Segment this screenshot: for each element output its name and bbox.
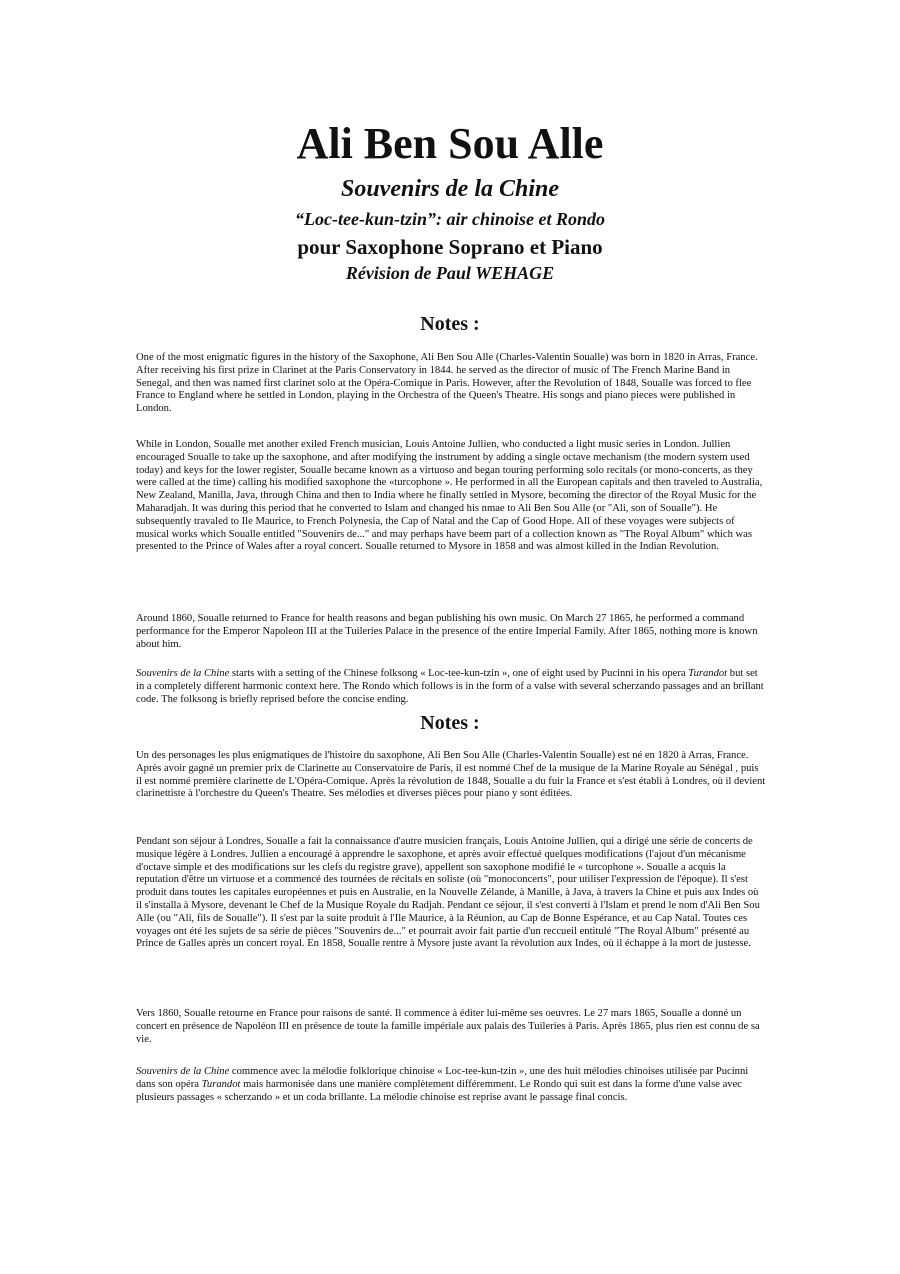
french-paragraph-3: Vers 1860, Soualle retourne en France pour raisons de santé. Il commence à éditer lui-même ses oeuvres. Le 27 mars 1865, Soualle a donné un concert en présence de Napoléon III en présence de toute la famille impériale aux palais des Tuileries à Paris. Après 1865, plus rien est connu de sa vie. <box>136 1008 760 1045</box>
revision-credit: Révision de Paul WEHAGE <box>345 263 555 283</box>
english-p4-text-b: but set in a completely different harmonic context here. The Rondo which follows is in the form of a valse with several scherzando passages and an brillant code. The folksong is briefly reprised before the concise ending. <box>136 668 764 705</box>
instrumentation: pour Saxophone Soprano et Piano <box>297 235 603 259</box>
french-paragraph-4 <box>136 1066 766 1104</box>
work-subtitle: Souvenirs de la Chine <box>340 176 560 202</box>
work-title-italic: Souvenirs de la Chine <box>136 668 230 679</box>
opera-title-italic: Turandot <box>201 1078 241 1090</box>
composer-title: Ali Ben Sou Alle <box>296 119 604 168</box>
french-paragraph-2: Pendant son séjour à Londres, Soualle a fait la connaissance d'autre musicien français, Louis Antoine Jullien, qui a dirigé une série de concerts de musique légère à Londres. Jullien a encouragé à apprendre le saxophone, et après avoir effectué quelques modifications (l'ajout d'un mécanisme d'octave simple et des modifications sur les clefs du registre grave), appellent son saxophone modifié le « turcophone ». Soualle a acquis la reputation d'être un virtuose et a commencé des tournées de récitals en soliste (où "monoconcerts", pour utiliser l'expression de l'époque). Il s'est produit dans toutes les capitales européennes et puis en Australie, en la Nouvelle Zélande, à Manille, à Java, à travers la Chine et puis aux Indes où il s'installa à Mysore, devenant le Chef de la Musique Royale du Radjah. Pendant ce séjour, il s'est converti à l'Islam et prend le nom d'Ali Ben Sou Alle (ou "Ali, fils de Soualle"). Il s'est par la suite produit à l'Ile Maurice, à la Réunion, au Cap de Bonne Espérance, et au Cap Natal. Toutes ces voyages ont été les sujets de sa série de pièces "Souvenirs de..." et pourrait avoir fait partie d'un reccueil entitulé "The Royal Album" présenté au Prince de Galles après un concert royal. En 1858, Soualle rentre à Mysore juste avant la révolution aux Indes, où il échappe à la mort de justesse. <box>136 836 760 950</box>
english-paragraph-1: One of the most enigmatic figures in the history of the Saxophone, Ali Ben Sou Alle (Charles-Valentin Soualle) was born in 1820 in Arras, France. After receiving his first prize in Clarinet at the Paris Conservatory in 1844. he served as the director of music of The French Marine Band in Senegal, and then was named first clarinet solo at the Opéra-Comique in Paris. However, after the Revolution of 1848, Soualle was forced to flee France to England where he settled in London, playing in the Orchestra of the Queen's Theatre. His songs and piano pieces were published in London. <box>136 352 758 415</box>
english-paragraph-3: Around 1860, Soualle returned to France for health reasons and began publishing his own music. On March 27 1865, he performed a command performance for the Emperor Napoleon III at the Tuileries Palace in the presence of the entire Imperial Family. After 1865, nothing more is known about him. <box>136 613 758 650</box>
english-notes-heading: Notes : <box>420 313 480 335</box>
french-paragraph-1: Un des personages les plus enigmatiques de l'histoire du saxophone, Ali Ben Sou Alle (Charles-Valentin Soualle) est né en 1820 à Arras, France. Après avoir gagné un premier prix de Clarinette au Conservatoire de Paris, il est nommé Chef de la musique de la Marine Royale au Sénégal , puis il est nommé première clarinette de L'Opéra-Comique. Après la révolution de 1848, Soualle a du fuir la France et s'est établi à Londres, où il devient clarinettiste à l'orchestre du Queen's Theatre. Ses mélodies et diverses pièces pour piano y sont éditées. <box>136 750 766 800</box>
english-p4-text-a: starts with a setting of the Chinese folksong « Loc-tee-kun-tzin », one of eight used by Pucinni in his opera <box>229 668 689 679</box>
opera-title-italic: Turandot <box>688 668 728 679</box>
french-p4-text-a: commence avec la mélodie folklorique chinoise « Loc-tee-kun-tzin », une des huit mélodies chinoises utilisée par Pucinni dans son opéra <box>136 1066 749 1090</box>
french-notes-heading: Notes : <box>420 712 480 734</box>
work-title-italic: Souvenirs de la Chine <box>136 1066 230 1077</box>
english-paragraph-4 <box>136 668 766 706</box>
french-p4-text-b: mais harmonisée dans une manière complètement différemment. Le Rondo qui suit est dans la forme d'une valse avec plusieurs passages « scherzando » et un coda brillante. La mélodie chinoise est reprise avant le passage final concis. <box>136 1078 742 1103</box>
piece-title: “Loc-tee-kun-tzin”: air chinoise et Rondo <box>295 209 605 229</box>
english-paragraph-2: While in London, Soualle met another exiled French musician, Louis Antoine Jullien, who conducted a light music series in London. Jullien encouraged Soualle to take up the saxophone, and after modifying the instrument by adding a single octave mechanism (the modern system used today) and keys for the lower register, Soualle became known as a virtuoso and began touring performing solo recitals (or mono-concerts, as they were called at the time) calling his modified saxophone the «turcophone ». He performed in all the European capitals and then traveled to Australia, New Zealand, Manilla, Java, through China and then to India where he finally settled in Mysore, becoming the director of the Royal Music for the Maharadjah. It was during this period that he converted to Islam and changed his nmae to Ali Ben Sou Alle (or "Ali, son of Soualle"). He subsequently travaled to Ile Maurice, to French Polynesia, the Cap of Natal and the Cap of Good Hope. All of these voyages were subjects of musical works which Soualle entitled "Souvenirs de..." and may perhaps have beem part of a collection known as "The Royal Album" which was presented to the Prince of Wales after a royal concert. Soualle returned to Mysore in 1858 and was almost killed in the Indian Revolution. <box>136 439 763 553</box>
